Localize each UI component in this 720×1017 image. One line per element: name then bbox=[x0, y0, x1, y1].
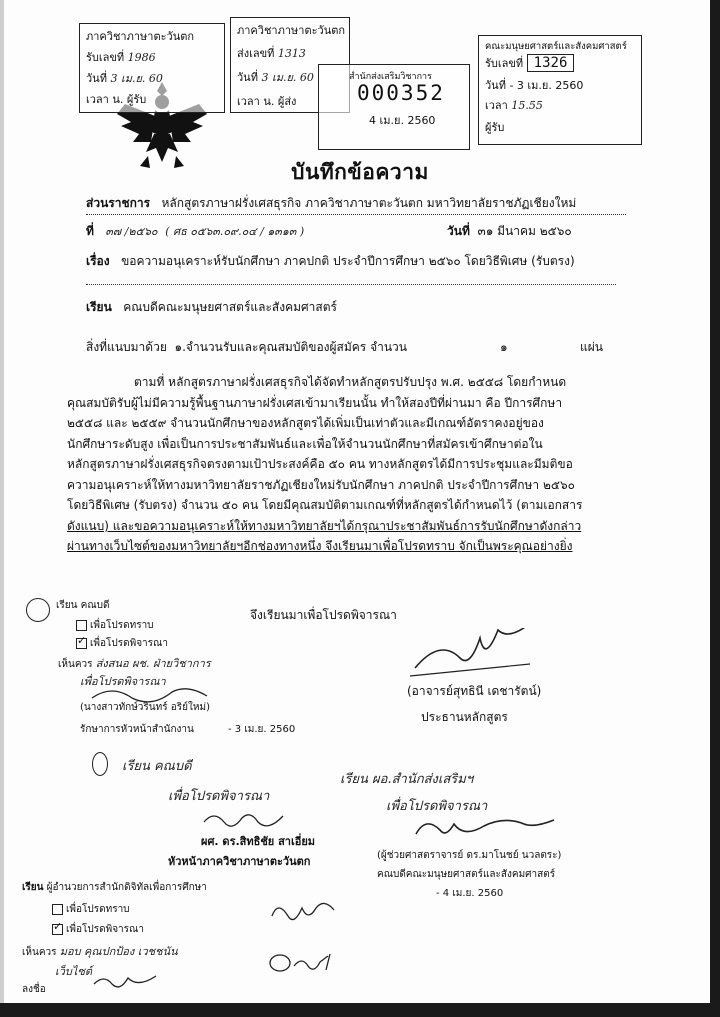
signature-mark-7 bbox=[266, 948, 336, 976]
body-line: ดังแนบ) และขอความอนุเคราะห์ให้ทางมหาวิทยาลัยฯได้กรุณาประชาสัมพันธ์การรับนักศึกษาดังกล่าว bbox=[67, 518, 582, 533]
body-line: ๒๕๕๘ และ ๒๕๕๙ จำนวนนักศึกษาของหลักสูตรได้เพิ่มเป็นเท่าตัวและมีเกณฑ์อัตราคงอยู่ของ bbox=[67, 416, 544, 430]
stamp-office: สำนักส่งเสริมวิชาการ bbox=[349, 72, 432, 82]
routing4-sign-label: ลงชื่อ bbox=[22, 984, 46, 995]
checkbox-checked-icon: ✓ bbox=[53, 919, 63, 933]
office-number-stamp bbox=[318, 64, 470, 150]
body-line: หลักสูตรภาษาฝรั่งเศสธุรกิจตรงตามเป้าประสงค์คือ ๕๐ คน ทางหลักสูตรได้มีการประชุมและมีมติขอ bbox=[67, 457, 573, 471]
routing4-opinion-label: เห็นควร bbox=[22, 947, 57, 958]
routing1-opt1: เพื่อโปรดทราบ bbox=[90, 620, 154, 631]
body-line: คุณสมบัติรับผู้ไม่มีความรู้พื้นฐานภาษาฝรั่งเศสเข้ามาเรียนนั้น ทำให้สองปีที่ผ่านมา คือ ปีการศึกษา bbox=[67, 395, 563, 410]
routing3-date: - 4 เม.ย. 2560 bbox=[436, 888, 504, 899]
signature-mark-3 bbox=[200, 808, 300, 832]
signature-mark-4 bbox=[410, 812, 560, 846]
subject-label: เรื่อง bbox=[86, 254, 110, 268]
memo-body bbox=[67, 372, 627, 557]
agency-label: ส่วนราชการ bbox=[86, 196, 151, 210]
attach-label: สิ่งที่แนบมาด้วย bbox=[86, 340, 167, 354]
stamp-label: เวลา bbox=[237, 95, 260, 108]
stamp-number: 1986 bbox=[127, 51, 156, 64]
checkbox-icon bbox=[52, 904, 63, 915]
stamp-label: รับเลขที่ bbox=[485, 57, 524, 70]
receive-stamp-left bbox=[79, 23, 225, 113]
agency-value: หลักสูตรภาษาฝรั่งเศสธุรกิจ ภาควิชาภาษาตะวันตก มหาวิทยาลัยราชภัฏเชียงใหม่ bbox=[161, 196, 577, 210]
signature-mark-5 bbox=[90, 970, 160, 992]
stamp-time: น. ผู้รับ bbox=[112, 93, 147, 106]
routing2-signer: ผศ. ดร.สิทธิชัย สาเอี่ยม bbox=[201, 835, 316, 848]
routing4-to-label: เรียน bbox=[22, 882, 44, 893]
routing4-opt1: เพื่อโปรดทราบ bbox=[66, 904, 130, 915]
routing1-opinion-label: เห็นควร bbox=[58, 659, 93, 670]
stamp-date: 3 เม.ย. 60 bbox=[261, 71, 314, 84]
routing4-opinion-hand: มอบ คุณปกป้อง เวชชนัน bbox=[59, 945, 178, 958]
checkbox-checked-icon: ✓ bbox=[77, 633, 87, 647]
routing2-hand2: เพื่อโปรดพิจารณา bbox=[168, 789, 270, 804]
routing1-opinion-hand2: เพื่อโปรดพิจารณา bbox=[80, 675, 166, 688]
stamp-date: - 3 เม.ย. 2560 bbox=[509, 79, 584, 92]
signature-mark-6 bbox=[268, 898, 338, 928]
stamp-label: วันที่ bbox=[86, 72, 107, 85]
checkbox-icon bbox=[76, 620, 87, 631]
signer-name: (อาจารย์สุทธินี เดชารัตน์) bbox=[407, 684, 542, 698]
routing1-role: รักษาการหัวหน้าสำนักงาน bbox=[80, 724, 194, 735]
stamp-time: 15.55 bbox=[511, 99, 543, 112]
stamp-number: 1313 bbox=[277, 47, 306, 60]
routing4-to: ผู้อำนวยการสำนักดิจิทัลเพื่อการศึกษา bbox=[46, 882, 207, 893]
stamp-label: ผู้รับ bbox=[485, 121, 505, 134]
stamp-header: คณะมนุษยศาสตร์และสังคมศาสตร์ bbox=[485, 41, 627, 52]
closing-line: จึงเรียนมาเพื่อโปรดพิจารณา bbox=[250, 608, 397, 622]
stamp-dept: ภาควิชาภาษาตะวันตก bbox=[86, 30, 195, 43]
body-line: ความอนุเคราะห์ให้ทางมหาวิทยาลัยราชภัฏเชียงใหม่รับนักศึกษา ภาคปกติ ประจำปีการศึกษา ๒๕๖๐ bbox=[67, 477, 575, 492]
stamp-label: เวลา bbox=[485, 99, 508, 112]
ref-label: ที่ bbox=[86, 224, 94, 238]
routing3-role: คณบดีคณะมนุษยศาสตร์และสังคมศาสตร์ bbox=[377, 869, 556, 880]
routing1-signer: (นางสาวทักษ์วรินทร์ อริย์ใหม่) bbox=[80, 702, 210, 713]
circle-mark bbox=[92, 752, 108, 776]
routing3-hand1: เรียน ผอ.สำนักส่งเสริมฯ bbox=[340, 772, 474, 787]
stamp-date: 3 เม.ย. 60 bbox=[110, 72, 163, 85]
page-left-edge bbox=[0, 0, 4, 1017]
subject-value: ขอความอนุเคราะห์รับนักศึกษา ภาคปกติ ประจำปีการศึกษา ๒๕๖๐ โดยวิธีพิเศษ (รับตรง) bbox=[121, 254, 575, 268]
routing4-opinion-hand2: เว็บไซต์ bbox=[55, 965, 93, 978]
stamp-date: 4 เม.ย. 2560 bbox=[369, 114, 436, 127]
routing1-opt2: เพื่อโปรดพิจารณา bbox=[90, 638, 168, 649]
ref-handwritten: ( ศธ ๐๕๖๓.๐๙.๐๔ / ๑๓๑๓ ) bbox=[165, 225, 305, 238]
signer-title: ประธานหลักสูตร bbox=[421, 710, 508, 724]
stamp-time: น. ผู้ส่ง bbox=[263, 95, 297, 108]
stamp-label: ส่งเลขที่ bbox=[237, 47, 275, 60]
routing4-opt2: เพื่อโปรดพิจารณา bbox=[66, 924, 144, 935]
attach-unit: แผ่น bbox=[580, 340, 603, 354]
routing1-date: - 3 เม.ย. 2560 bbox=[228, 724, 296, 735]
stamp-label: เวลา bbox=[86, 93, 109, 106]
attach-value: ๑.จำนวนรับและคุณสมบัติของผู้สมัคร จำนวน bbox=[174, 340, 407, 354]
faculty-receive-stamp bbox=[478, 35, 642, 145]
ref-number: ๓๗ /๒๕๖๐ bbox=[105, 225, 158, 238]
body-line: โดยวิธีพิเศษ (รับตรง) จำนวน ๕๐ คน โดยมีคุณสมบัติตามเกณฑ์ที่หลักสูตรได้กำหนดไว้ (ตามเอกสาร bbox=[67, 498, 583, 512]
memo-title: บันทึกข้อความ bbox=[291, 160, 429, 184]
routing1-to: เรียน คณบดี bbox=[56, 600, 110, 611]
attach-count: ๑ bbox=[500, 340, 508, 354]
circle-mark bbox=[26, 598, 50, 622]
stamp-label: วันที่ bbox=[237, 71, 258, 84]
memo-date: ๓๑ มีนาคม ๒๕๖๐ bbox=[477, 224, 572, 238]
routing2-role: หัวหน้าภาควิชาภาษาตะวันตก bbox=[168, 855, 311, 868]
body-line: ตามที่ หลักสูตรภาษาฝรั่งเศสธุรกิจได้จัดทำหลักสูตรปรับปรุง พ.ศ. ๒๕๕๘ โดยกำหนด bbox=[134, 375, 567, 389]
to-value: คณบดีคณะมนุษยศาสตร์และสังคมศาสตร์ bbox=[123, 300, 337, 314]
stamp-label: รับเลขที่ bbox=[86, 51, 125, 64]
routing2-hand1: เรียน คณบดี bbox=[122, 759, 192, 774]
routing3-hand2: เพื่อโปรดพิจารณา bbox=[386, 799, 488, 814]
stamp-serial-number: 000352 bbox=[357, 81, 445, 105]
stamp-dept: ภาควิชาภาษาตะวันตก bbox=[237, 24, 346, 37]
scan-border-right bbox=[710, 0, 720, 1017]
body-line: นักศึกษาระดับสูง เพื่อเป็นการประชาสัมพันธ์และเพื่อให้จำนวนนักศึกษาที่สมัครเข้าศึกษาต่อใน bbox=[67, 436, 543, 451]
stamp-number: 1326 bbox=[527, 54, 575, 72]
stamp-label: วันที่ bbox=[485, 79, 506, 92]
routing1-opinion-hand: ส่งสนอ ผช. ฝ่ายวิชาการ bbox=[95, 657, 211, 670]
scan-border-bottom bbox=[0, 1003, 720, 1017]
to-label: เรียน bbox=[86, 300, 112, 314]
signature-mark-1 bbox=[405, 628, 545, 683]
date-label: วันที่ bbox=[447, 224, 470, 238]
body-line: ผ่านทางเว็บไซต์ของมหาวิทยาลัยฯอีกช่องทางหนึ่ง จึงเรียนมาเพื่อโปรดทราบ จักเป็นพระคุณอย่างยิ่ง bbox=[67, 539, 573, 553]
routing3-signer: (ผู้ช่วยศาสตราจารย์ ดร.มาโนชย์ นวลตระ) bbox=[377, 850, 562, 861]
